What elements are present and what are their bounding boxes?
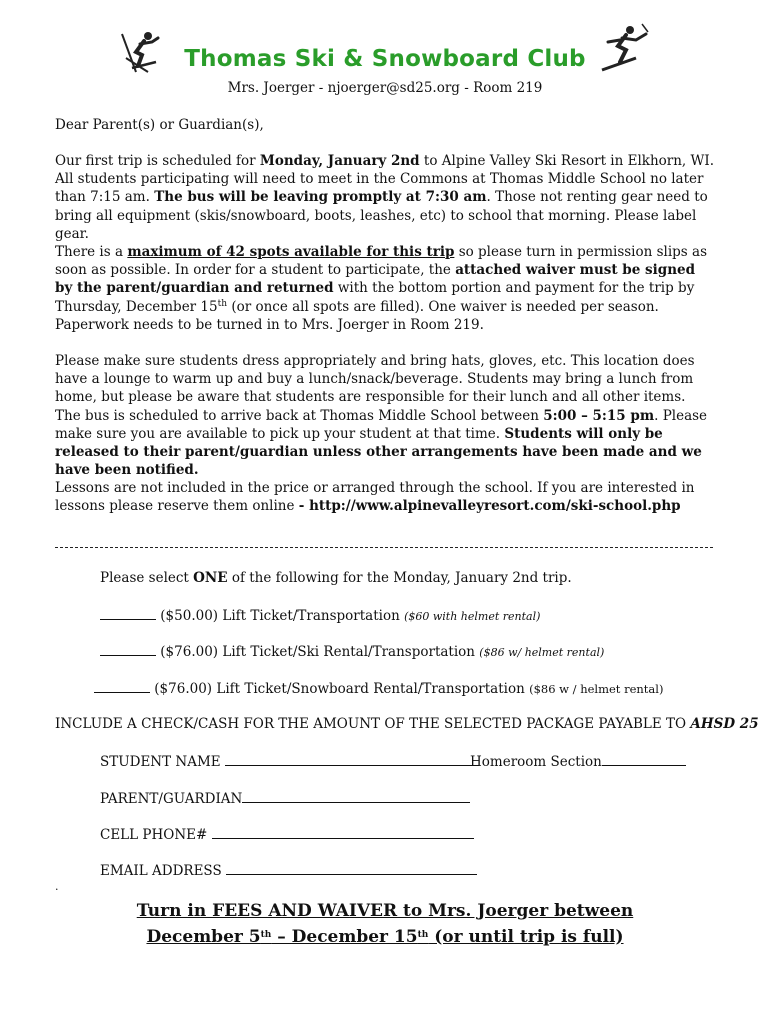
option-label: ($76.00) Lift Ticket/Ski Rental/Transportation — [156, 644, 480, 660]
p3-text-a: Please make sure students dress appropriately and bring hats, gloves, etc. This location does have a lounge to warm up and buy a lunch/snack/beverage. Students may bring a lunch from home, but please be aware that students are responsible for their lunch and all other items. The bus is scheduled to arrive back at Thomas Middle School between — [55, 353, 695, 424]
footer-sup-1: th — [260, 930, 272, 940]
cell-phone-field[interactable] — [100, 825, 474, 843]
footer-text-b: – December 15 — [271, 927, 418, 947]
option-blank[interactable] — [100, 607, 156, 620]
p2-text-c: so please turn in permission slips as soon as possible. In order for a student to participate, the — [55, 244, 708, 279]
homeroom-line[interactable] — [602, 752, 686, 766]
payment-instruction — [55, 716, 759, 732]
payee: AHSD 25 — [690, 716, 759, 732]
include-text: INCLUDE A CHECK/CASH FOR THE AMOUNT OF THE SELECTED PACKAGE PAYABLE TO — [55, 716, 691, 732]
p1-text-a: Our first trip is scheduled for — [55, 153, 260, 169]
bus-departure: The bus will be leaving promptly at 7:30 am — [154, 189, 487, 206]
footer-text-c: (or until trip is full) — [428, 927, 624, 947]
waiver-requirement: attached waiver must be signed by the parent/guardian and returned — [55, 262, 696, 297]
option-blank[interactable] — [94, 680, 150, 693]
email-field[interactable] — [100, 861, 477, 879]
student-name-field[interactable] — [100, 752, 479, 770]
option-blank[interactable] — [100, 643, 156, 656]
footer-line-2 — [0, 924, 770, 950]
release-policy: Students will only be released to their parent/guardian unless other arrangements have been made and we have been notified. — [55, 425, 702, 479]
option-snowboard-rental[interactable] — [94, 680, 663, 697]
p2-sup: th — [217, 298, 228, 309]
contact-line: Mrs. Joerger - njoerger@sd25.org - Room 219 — [227, 80, 543, 96]
option-note: ($86 w/ helmet rental) — [479, 646, 605, 659]
parent-guardian-field[interactable] — [100, 789, 470, 807]
parent-line[interactable] — [242, 789, 470, 803]
p2-text-e: with the bottom portion and payment for the trip by Thursday, December 15 — [55, 280, 695, 315]
homeroom-label: Homeroom Section — [470, 754, 602, 770]
stray-dot: . — [55, 880, 59, 893]
club-title: Thomas Ski & Snowboard Club — [184, 46, 586, 72]
paragraph-lessons — [55, 479, 715, 515]
option-note: ($86 w / helmet rental) — [529, 682, 664, 696]
option-label: ($76.00) Lift Ticket/Snowboard Rental/Transportation — [150, 681, 530, 697]
p1-text-c: to Alpine Valley Ski Resort in Elkhorn, WI. All students participating will need to meet in the Commons at Thomas Middle School no later than 7:15 am. — [55, 153, 715, 206]
max-spots: maximum of 42 spots available for this trip — [127, 244, 455, 260]
greeting-text: Dear Parent(s) or Guardian(s), — [55, 117, 264, 133]
option-label: ($50.00) Lift Ticket/Transportation — [156, 608, 405, 624]
homeroom-field[interactable] — [470, 752, 686, 770]
deadline-footer — [0, 898, 770, 950]
footer-sup-2: th — [417, 930, 429, 940]
paragraph-spots — [55, 243, 715, 334]
student-name-label: STUDENT NAME — [100, 754, 225, 770]
return-time: 5:00 – 5:15 pm — [543, 407, 655, 424]
footer-line-1: Turn in FEES AND WAIVER to Mrs. Joerger between — [136, 901, 634, 921]
option-note: ($60 with helmet rental) — [404, 610, 541, 623]
select-one: ONE — [193, 570, 228, 586]
trip-date: Monday, January 2nd — [259, 153, 420, 169]
paragraph-trip-details — [55, 152, 715, 243]
paragraph-dress — [55, 352, 715, 479]
p1-text-e: . Those not renting gear need to bring all equipment (skis/snowboard, boots, leashes, etc) to school that morning. Please label gear. — [55, 189, 708, 242]
footer-text-a: December 5 — [146, 927, 261, 947]
option-ski-rental[interactable] — [100, 643, 604, 660]
select-text-c: of the following for the Monday, January 2nd trip. — [227, 570, 572, 586]
p4-text-a: Lessons are not included in the price or arranged through the school. If you are interested in lessons please reserve them online — [55, 480, 695, 515]
cell-line[interactable] — [212, 825, 474, 839]
p2-text-f: (or once all spots are filled). One waiver is needed per season. Paperwork needs to be turned in to Mrs. Joerger in Room 219. — [55, 298, 659, 333]
select-instruction — [100, 570, 572, 586]
cell-label: CELL PHONE# — [100, 827, 212, 843]
parent-label: PARENT/GUARDIAN — [100, 791, 243, 807]
p2-text-a: There is a — [55, 244, 128, 260]
p3-text-c: . Please make sure you are available to pick up your student at that time. — [55, 407, 708, 442]
lessons-link[interactable]: - http://www.alpinevalleyresort.com/ski-school.php — [298, 498, 681, 515]
email-label: EMAIL ADDRESS — [100, 863, 226, 879]
select-text-a: Please select — [100, 570, 194, 586]
option-lift-ticket[interactable] — [100, 607, 540, 624]
email-line[interactable] — [226, 861, 477, 875]
cut-line-divider — [55, 547, 713, 548]
student-name-line[interactable] — [225, 752, 479, 766]
greeting — [55, 116, 715, 134]
